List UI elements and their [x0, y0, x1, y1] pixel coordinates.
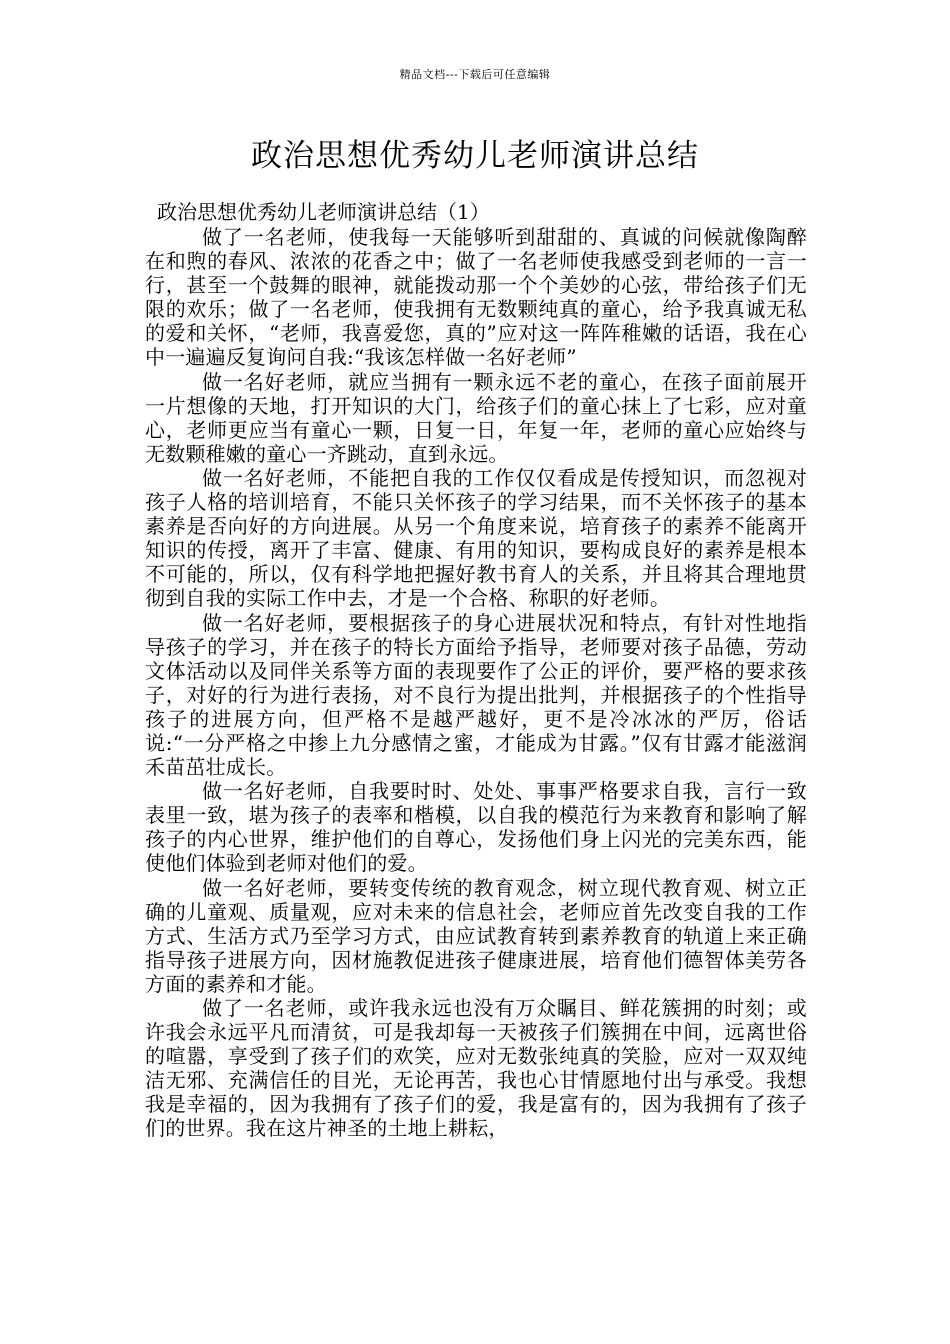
- paragraph-6: 做一名好老师，要转变传统的教育观念，树立现代教育观、树立正确的儿童观、质量观，应对未来的信息社会，老师应首先改变自我的工作方式、生活方式乃至学习方式，由应试教育转到素养教育的轨道上来正确指导孩子进展方向，因材施教促进孩子健康进展，培育他们德智体美劳各方面的素养和才能。: [145, 875, 807, 996]
- paragraph-3: 做一名好老师，不能把自我的工作仅仅看成是传授知识，而忽视对孩子人格的培训培育，不能只关怀孩子的学习结果，而不关怀孩子的基本素养是否向好的方向进展。从另一个角度来说，培育孩子的素养不能离开知识的传授，离开了丰富、健康、有用的知识，要构成良好的素养是根本不可能的，所以，仅有科学地把握好教书育人的关系，并且将其合理地贯彻到自我的实际工作中去，才是一个合格、称职的好老师。: [145, 465, 807, 611]
- paragraph-7: 做了一名老师，或许我永远也没有万众瞩目、鲜花簇拥的时刻；或许我会永远平凡而清贫，可是我却每一天被孩子们簇拥在中间，远离世俗的喧嚣，享受到了孩子们的欢笑，应对无数张纯真的笑脸，应对一双双纯洁无邪、充满信任的目光，无论再苦，我也心甘情愿地付出与承受。我想我是幸福的，因为我拥有了孩子们的爱，我是富有的，因为我拥有了孩子们的世界。我在这片神圣的土地上耕耘，: [145, 996, 807, 1141]
- document-title: 政治思想优秀幼儿老师演讲总结: [251, 138, 699, 174]
- header-note: 精品文档---下载后可任意编辑: [399, 68, 551, 81]
- paragraph-1: 做了一名老师，使我每一天能够听到甜甜的、真诚的问候就像陶醉在和煦的春风、浓浓的花香之中；做了一名老师使我感受到老师的一言一行，甚至一个鼓舞的眼神，就能拨动那一个个美妙的心弦，带给孩子们无限的欢乐；做了一名老师，使我拥有无数颗纯真的童心，给予我真诚无私的爱和关怀，“老师，我喜爱您，真的”应对这一阵阵稚嫩的话语，我在心中一遍遍反复询问自我:“我该怎样做一名好老师”: [145, 225, 807, 370]
- paragraph-2: 做一名好老师，就应当拥有一颗永远不老的童心，在孩子面前展开一片想像的天地，打开知识的大门，给孩子们的童心抹上了七彩，应对童心，老师更应当有童心一颗，日复一日，年复一年，老师的童心应始终与无数颗稚嫩的童心一齐跳动，直到永远。: [145, 369, 807, 466]
- paragraph-4: 做一名好老师，要根据孩子的身心进展状况和特点，有针对性地指导孩子的学习，并在孩子的特长方面给予指导，老师要对孩子品德，劳动文体活动以及同伴关系等方面的表现要作了公正的评价，要严格的要求孩子，对好的行为进行表扬，对不良行为提出批判，并根据孩子的个性指导孩子的进展方向，但严格不是越严越好，更不是冷冰冰的严厉，俗话说:“一分严格之中掺上九分感情之蜜，才能成为甘露。”仅有甘露才能滋润禾苗茁壮成长。: [145, 610, 807, 780]
- document-body: [145, 200, 807, 1141]
- paragraph-5: 做一名好老师，自我要时时、处处、事事严格要求自我，言行一致表里一致，堪为孩子的表率和楷模，以自我的模范行为来教育和影响了解孩子的内心世界，维护他们的自尊心，发扬他们身上闪光的完美东西，能使他们体验到老师对他们的爱。: [145, 779, 807, 876]
- section-heading: 政治思想优秀幼儿老师演讲总结（1）: [157, 200, 490, 224]
